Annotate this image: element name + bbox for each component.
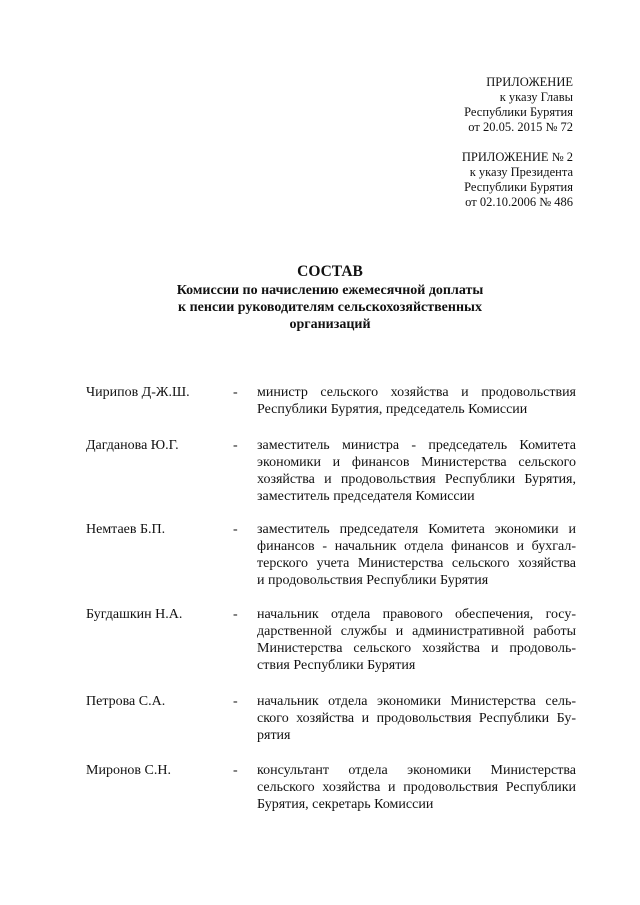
member-name: Петрова С.А. <box>86 694 166 709</box>
position-line: ского хозяйства и продовольствия Республики Бу- <box>257 711 576 726</box>
position-line: хозяйства и продовольствия Республики Бурятия, <box>257 472 576 487</box>
position-line: начальник отдела правового обеспечения, госу- <box>257 607 576 622</box>
position-line: рятия <box>257 728 291 743</box>
annex-line: к указу Президента <box>469 165 573 179</box>
member-position <box>257 762 576 813</box>
member-row <box>86 521 576 589</box>
position-line: заместитель председателя Комитета экономики и <box>257 522 576 537</box>
member-dash: - <box>233 607 238 622</box>
member-name: Чирипов Д-Ж.Ш. <box>86 385 190 400</box>
position-line: Министерства сельского хозяйства и продоволь- <box>257 641 576 656</box>
member-name: Миронов С.Н. <box>86 763 171 778</box>
position-line: заместитель председателя Комиссии <box>257 489 475 504</box>
annex-line: ПРИЛОЖЕНИЕ № 2 <box>461 150 573 164</box>
annex-line: Республики Бурятия <box>464 180 573 194</box>
position-line: Бурятия, секретарь Комиссии <box>257 797 434 812</box>
member-dash: - <box>233 694 238 709</box>
position-line: Республики Бурятия, председатель Комиссии <box>257 402 528 417</box>
annex-block-2 <box>462 150 573 210</box>
member-position <box>257 437 576 505</box>
member-row <box>86 437 576 505</box>
member-name: Немтаев Б.П. <box>86 522 166 537</box>
annex-line: от 02.10.2006 № 486 <box>465 195 573 209</box>
annex-line: ПРИЛОЖЕНИЕ <box>486 75 573 89</box>
title-line: к пенсии руководителям сельскохозяйственных <box>178 300 482 315</box>
position-line: и продовольствия Республики Бурятия <box>257 573 489 588</box>
member-dash: - <box>233 763 238 778</box>
position-line: консультант отдела экономики Министерства <box>257 763 576 778</box>
member-row <box>86 762 576 813</box>
member-dash: - <box>233 385 238 400</box>
position-line: экономики и финансов Министерства сельского <box>257 455 576 470</box>
title-line: Комиссии по начислению ежемесячной доплаты <box>176 283 484 298</box>
member-dash: - <box>233 438 238 453</box>
member-row <box>86 693 576 744</box>
document-title <box>0 262 640 333</box>
annex-line: Республики Бурятия <box>464 105 573 119</box>
member-name: Дагданова Ю.Г. <box>86 438 179 453</box>
position-line: дарственной службы и административной работы <box>257 624 576 639</box>
position-line: начальник отдела экономики Министерства сель- <box>257 694 576 709</box>
position-line: заместитель министра - председатель Комитета <box>257 438 576 453</box>
member-row <box>86 384 576 418</box>
position-line: министр сельского хозяйства и продовольствия <box>257 385 576 400</box>
annex-line: от 20.05. 2015 № 72 <box>468 120 573 134</box>
position-line: финансов - начальник отдела финансов и бухгал- <box>257 539 576 554</box>
position-line: терского учета Министерства сельского хозяйства <box>257 556 576 571</box>
member-position <box>257 693 576 744</box>
title-heading: СОСТАВ <box>297 263 363 280</box>
member-dash: - <box>233 522 238 537</box>
title-line: организаций <box>289 317 371 332</box>
member-position <box>257 606 576 674</box>
annex-line: к указу Главы <box>499 90 573 104</box>
annex-block-1 <box>464 75 573 135</box>
member-position <box>257 521 576 589</box>
position-line: ствия Республики Бурятия <box>257 658 416 673</box>
members-list <box>86 384 576 813</box>
member-name: Бугдашкин Н.А. <box>86 607 183 622</box>
position-line: сельского хозяйства и продовольствия Республики <box>257 780 576 795</box>
member-position <box>257 384 576 418</box>
member-row <box>86 606 576 674</box>
